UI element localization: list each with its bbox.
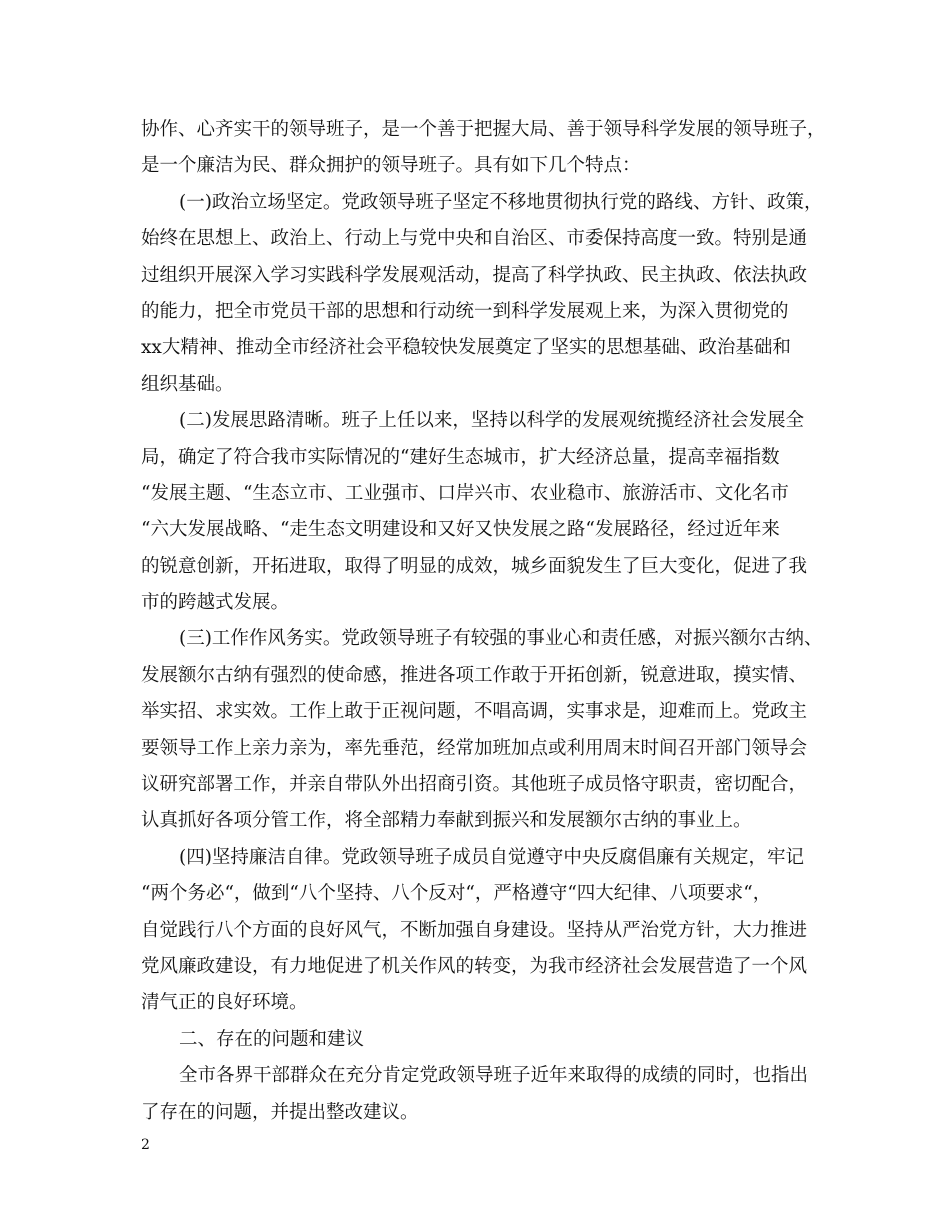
text-line: 市的跨越式发展。: [141, 592, 290, 614]
text-line: 自觉践行八个方面的良好风气，不断加强自身建设。坚持从严治党方针，大力推进: [141, 919, 808, 941]
text-line: 议研究部署工作，并亲自带队外出招商引资。其他班子成员恪守职责，密切配合，: [141, 774, 808, 796]
text-line: 举实招、求实效。工作上敢于正视问题，不唱高调，实事求是，迎难而上。党政主: [141, 701, 808, 723]
text-line: 始终在思想上、政治上、行动上与党中央和自治区、市委保持高度一致。特别是通: [141, 228, 808, 250]
paragraph-first-line: 全市各界干部群众在充分肯定党政领导班子近年来取得的成绩的同时，也指出: [179, 1065, 809, 1087]
text-line: 了存在的问题，并提出整改建议。: [141, 1101, 419, 1123]
text-line: 要领导工作上亲力亲为，率先垂范，经常加班加点或利用周末时间召开部门领导会: [141, 737, 808, 759]
text-line: 组织基础。: [141, 373, 234, 395]
paragraph-first-line: (一)政治立场坚定。党政领导班子坚定不移地贯彻执行党的路线、方针、政策，: [179, 191, 823, 213]
text-line: “两个务必“，做到“八个坚持、八个反对“，严格遵守“四大纪律、八项要求“，: [141, 883, 772, 905]
text-line: 局，确定了符合我市实际情况的“建好生态城市，扩大经济总量，提高幸福指数: [141, 446, 780, 468]
paragraph-first-line: (三)工作作风务实。党政领导班子有较强的事业心和责任感，对振兴额尔古纳、: [179, 628, 823, 650]
text-line: 认真抓好各项分管工作，将全部精力奉献到振兴和发展额尔古纳的事业上。: [141, 810, 752, 832]
text-line: 的锐意创新，开拓进取，取得了明显的成效，城乡面貌发生了巨大变化，促进了我: [141, 555, 808, 577]
page-number: 2: [141, 1137, 150, 1153]
text-line: xx大精神、推动全市经济社会平稳较快发展奠定了坚实的思想基础、政治基础和: [141, 337, 791, 359]
text-line: 党风廉政建设，有力地促进了机关作风的转变，为我市经济社会发展营造了一个风: [141, 955, 808, 977]
text-line: “发展主题、“生态立市、工业强市、口岸兴市、农业稳市、旅游活市、文化名市: [141, 482, 789, 504]
text-line: 是一个廉洁为民、群众拥护的领导班子。具有如下几个特点：: [141, 155, 641, 177]
paragraph-first-line: 二、存在的问题和建议: [179, 1028, 365, 1050]
text-line: 协作、心齐实干的领导班子，是一个善于把握大局、善于领导科学发展的领导班子，: [141, 119, 826, 140]
paragraph-first-line: (四)坚持廉洁自律。党政领导班子成员自觉遵守中央反腐倡廉有关规定，牢记: [179, 846, 804, 868]
document-body: [141, 112, 841, 1131]
text-line: “六大发展战略、“走生态文明建设和又好又快发展之路“发展路径，经过近年来: [141, 519, 780, 541]
paragraph-first-line: (二)发展思路清晰。班子上任以来，坚持以科学的发展观统揽经济社会发展全: [179, 410, 804, 432]
text-line: 过组织开展深入学习实践科学发展观活动，提高了科学执政、民主执政、依法执政: [141, 264, 808, 286]
text-line: 的能力，把全市党员干部的思想和行动统一到科学发展观上来，为深入贯彻党的: [141, 300, 789, 322]
text-line: 发展额尔古纳有强烈的使命感，推进各项工作敢于开拓创新，锐意进取，摸实情、: [141, 664, 808, 686]
text-line: 清气正的良好环境。: [141, 992, 308, 1014]
